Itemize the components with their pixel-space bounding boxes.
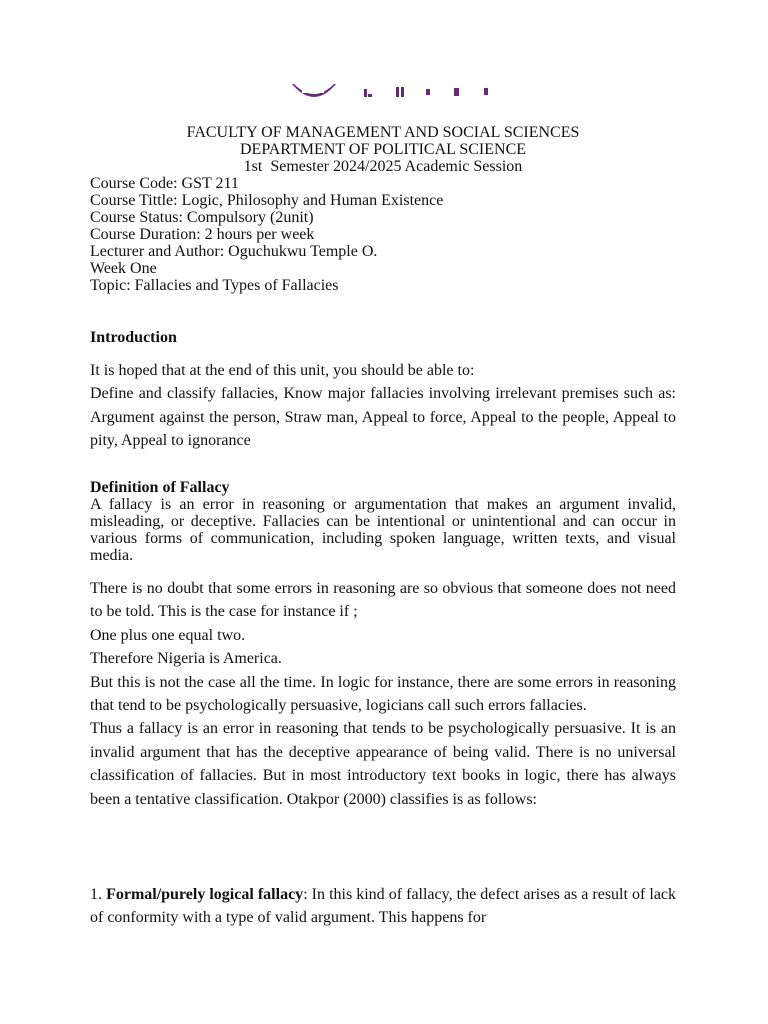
formal-fallacy-text: : In this kind of fallacy, the defect arises as a result of lack of conformity with a type of valid argument. This happens for: [90, 886, 677, 927]
definition-heading: Definition of Fallacy: [90, 479, 230, 496]
body-paragraph-1: There is no doubt that some errors in reasoning are so obvious that someone does not need to be told. This is the case for instance if ;: [90, 580, 676, 621]
introduction-line-2: Define and classify fallacies, Know major fallacies involving irrelevant premises such as: Argument against the person, Straw man, Appeal to force, Appeal to the people, Appeal to pity, Appeal to ignorance: [90, 385, 676, 450]
faculty-title: FACULTY OF MANAGEMENT AND SOCIAL SCIENCES: [186, 124, 580, 141]
body-paragraph-5: Thus a fallacy is an error in reasoning that tends to be psychologically persuasive. It is an invalid argument that has the deceptive appearance of being valid. There is no universal classification of fallacies. But in most introductory text books in logic, there has always been a tentative classification. Otakpor (2000) classifies is as follows:: [90, 720, 676, 808]
introduction-line-1: It is hoped that at the end of this unit, you should be able to:: [90, 362, 475, 379]
course-header: [90, 124, 676, 294]
definition-section: [90, 479, 676, 564]
definition-text: A fallacy is an error in reasoning or argumentation that makes an argument invalid, misleading, or deceptive. Fallacies can be intentional or unintentional and can occur in various forms of communication, including spoken language, written texts, and visual media.: [90, 496, 676, 564]
introduction-heading: Introduction: [90, 329, 177, 346]
topic-label: Topic: Fallacies and Types of Fallacies: [90, 277, 339, 294]
body-paragraph-4: But this is not the case all the time. In logic for instance, there are some errors in reasoning that tend to be psychologically persuasive, logicians call such errors fallacies.: [90, 673, 676, 715]
body-section: [90, 577, 676, 811]
course-title: Course Tittle: Logic, Philosophy and Human Existence: [90, 192, 444, 209]
department-title: DEPARTMENT OF POLITICAL SCIENCE: [239, 141, 527, 158]
university-logo: [288, 84, 498, 100]
semester-line: 1st Semester 2024/2025 Academic Session: [243, 158, 523, 175]
formal-fallacy-number: 1.: [90, 886, 107, 903]
course-code: Course Code: GST 211: [90, 175, 239, 192]
formal-fallacy-section: [90, 883, 676, 930]
body-paragraph-3: Therefore Nigeria is America.: [90, 650, 282, 668]
body-paragraph-2: One plus one equal two.: [90, 626, 246, 644]
lecturer: Lecturer and Author: Oguchukwu Temple O.: [90, 243, 378, 260]
formal-fallacy-term: Formal/purely logical fallacy: [106, 886, 304, 903]
course-duration: Course Duration: 2 hours per week: [90, 226, 315, 243]
week-label: Week One: [90, 260, 157, 277]
introduction-section: [90, 359, 676, 453]
course-status: Course Status: Compulsory (2unit): [90, 209, 314, 226]
